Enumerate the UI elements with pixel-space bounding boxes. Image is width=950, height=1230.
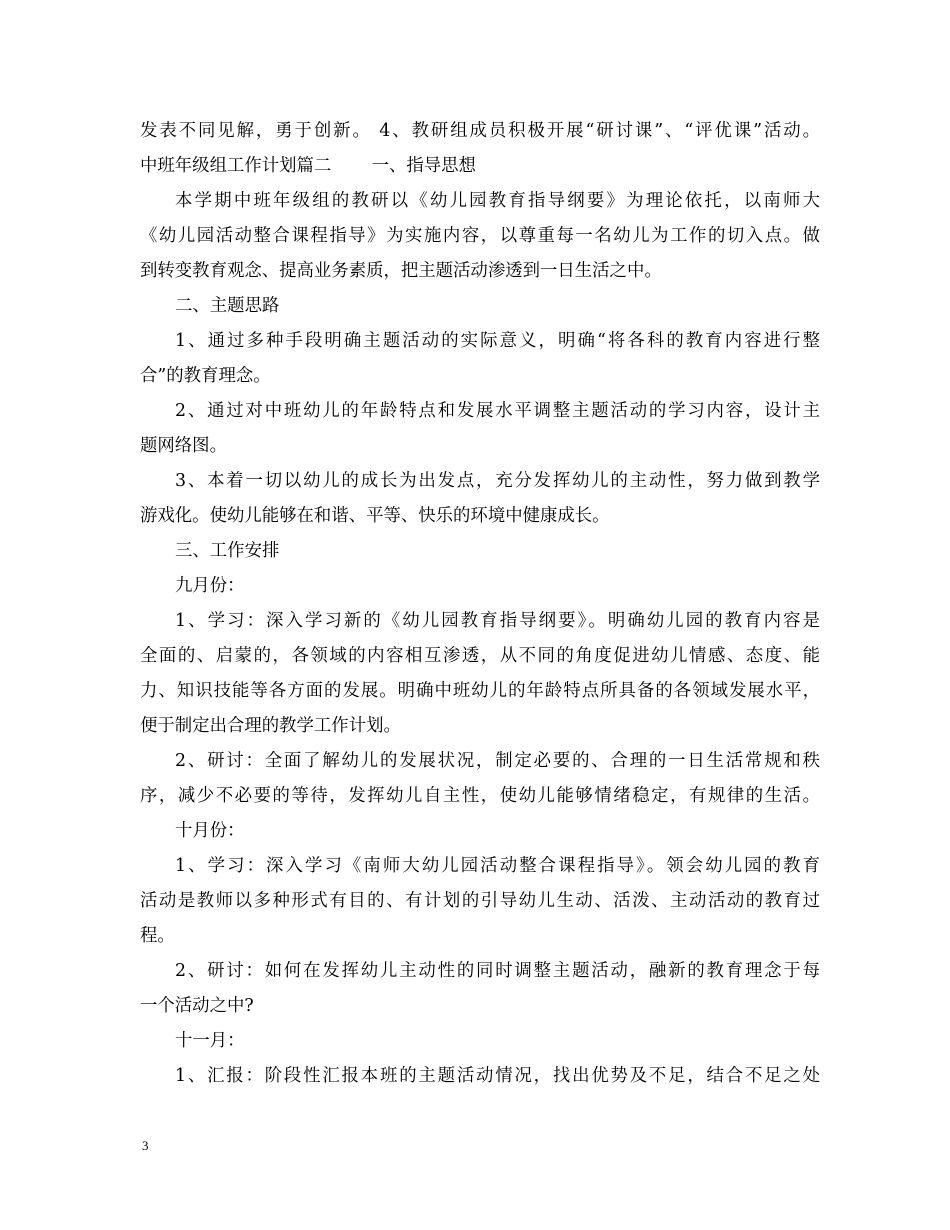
text-line-2: 中班年级组工作计划篇二 一、指导思想 <box>140 156 476 176</box>
text-line-16: 全面的、启蒙的，各领域的内容相互渗透，从不同的角度促进幼儿情感、态度、能 <box>140 646 820 666</box>
text-line-10: 题网络图。 <box>140 436 227 456</box>
text-line-26: 一个活动之中? <box>140 996 254 1016</box>
text-line-20: 序，减少不必要的等待，发挥幼儿自主性，使幼儿能够情绪稳定，有规律的生活。 <box>140 786 820 806</box>
text-line-4: 《幼儿园活动整合课程指导》为实施内容，以尊重每一名幼儿为工作的切入点。做 <box>140 226 820 246</box>
page-number: 3 <box>142 1138 149 1153</box>
section-heading-schedule: 三、工作安排 <box>175 541 280 561</box>
text-line-23: 活动是教师以多种形式有目的、有计划的引导幼儿生动、活泼、主动活动的教育过 <box>140 891 820 911</box>
text-line-15: 1、学习：深入学习新的《幼儿园教育指导纲要》。明确幼儿园的教育内容是 <box>175 611 820 631</box>
section-heading-themes: 二、主题思路 <box>175 296 280 316</box>
text-line-11: 3、本着一切以幼儿的成长为出发点，充分发挥幼儿的主动性，努力做到教学 <box>175 471 820 491</box>
text-line-19: 2、研讨：全面了解幼儿的发展状况，制定必要的、合理的一日生活常规和秩 <box>175 751 820 771</box>
month-heading-october: 十月份： <box>175 821 245 841</box>
text-line-24: 程。 <box>140 926 175 946</box>
text-line-5: 到转变教育观念、提高业务素质，把主题活动渗透到一日生活之中。 <box>140 261 662 281</box>
text-line-7: 1、通过多种手段明确主题活动的实际意义，明确“将各科的教育内容进行整 <box>175 331 820 351</box>
text-line-12: 游戏化。使幼儿能够在和谐、平等、快乐的环境中健康成长。 <box>140 506 610 526</box>
text-line-18: 便于制定出合理的教学工作计划。 <box>140 716 401 736</box>
text-line-17: 力、知识技能等各方面的发展。明确中班幼儿的年龄特点所具备的各领域发展水平， <box>140 681 820 701</box>
text-line-1: 发表不同见解，勇于创新。 4、教研组成员积极开展“研讨课”、“评优课”活动。 <box>140 121 820 141</box>
text-line-22: 1、学习：深入学习《南师大幼儿园活动整合课程指导》。领会幼儿园的教育 <box>175 856 820 876</box>
month-heading-november: 十一月： <box>175 1031 245 1051</box>
month-heading-september: 九月份： <box>175 576 245 596</box>
text-line-3: 本学期中班年级组的教研以《幼儿园教育指导纲要》为理论依托，以南师大 <box>175 191 820 211</box>
text-line-28: 1、汇报：阶段性汇报本班的主题活动情况，找出优势及不足，结合不足之处 <box>175 1066 820 1086</box>
text-line-25: 2、研讨：如何在发挥幼儿主动性的同时调整主题活动，融新的教育理念于每 <box>175 961 820 981</box>
text-line-8: 合”的教育理念。 <box>140 366 271 386</box>
text-line-9: 2、通过对中班幼儿的年龄特点和发展水平调整主题活动的学习内容，设计主 <box>175 401 820 421</box>
